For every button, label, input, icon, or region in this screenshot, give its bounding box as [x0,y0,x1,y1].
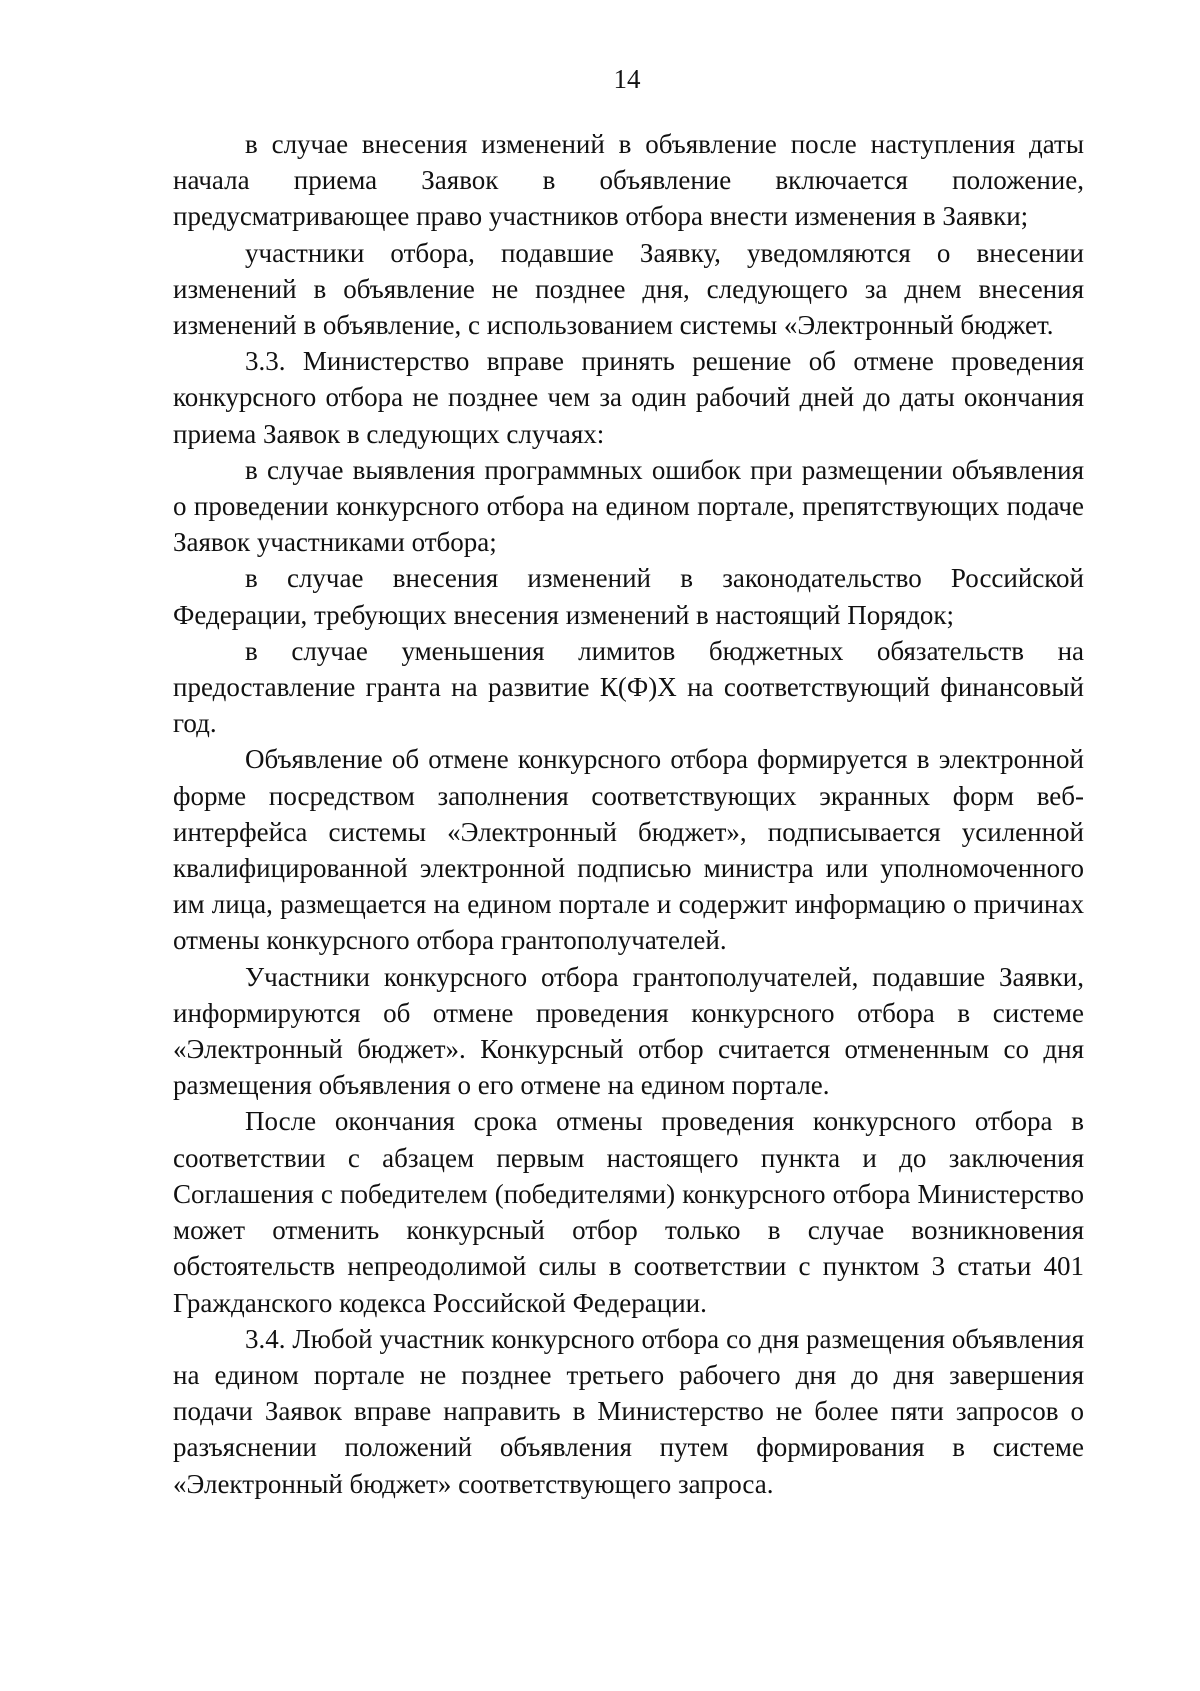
paragraph-9: После окончания срока отмены проведения конкурсного отбора в соответствии с абзацем первым настоящего пункта и до заключения Соглашения с победителем (победителями) конкурсного отбора Министерство может отменить конкурсный отбор только в случае возникновения обстоятельств непреодолимой силы в соответствии с пунктом 3 статьи 401 Гражданского кодекса Российской Федерации. [173,1106,1084,1318]
paragraph-10: 3.4. Любой участник конкурсного отбора со дня размещения объявления на едином портале не позднее третьего рабочего дня до дня завершения подачи Заявок вправе направить в Министерство не более пяти запросов о разъяснении положений объявления путем формирования в системе «Электронный бюджет» соответствующего запроса. [173,1323,1084,1499]
paragraph-6: в случае уменьшения лимитов бюджетных обязательств на предоставление гранта на развитие К(Ф)Х на соответствующий финансовый год. [173,635,1084,739]
document-body [173,126,1084,1502]
paragraph-3: 3.3. Министерство вправе принять решение об отмене проведения конкурсного отбора не позднее чем за один рабочий дней до даты окончания приема Заявок в следующих случаях: [173,346,1084,449]
paragraph-8: Участники конкурсного отбора грантополучателей, подавшие Заявки, информируются об отмене проведения конкурсного отбора в системе «Электронный бюджет». Конкурсный отбор считается отмененным со дня размещения объявления о его отмене на едином портале. [173,961,1084,1101]
paragraph-7: Объявление об отмене конкурсного отбора формируется в электронной форме посредством заполнения соответствующих экранных форм веб-интерфейса системы «Электронный бюджет», подписывается усиленной квалифицированной электронной подписью министра или уполномоченного им лица, размещается на едином портале и содержит информацию о причинах отмены конкурсного отбора грантополучателей. [173,744,1084,956]
paragraph-4: в случае выявления программных ошибок при размещении объявления о проведении конкурсного отбора на едином портале, препятствующих подаче Заявок участниками отбора; [173,454,1084,558]
page-number: 14 [613,64,641,94]
paragraph-1: в случае внесения изменений в объявление после наступления даты начала приема Заявок в объявление включается положение, предусматривающее право участников отбора внести изменения в Заявки; [173,129,1084,232]
paragraph-2: участники отбора, подавшие Заявку, уведомляются о внесении изменений в объявление не позднее дня, следующего за днем внесения изменений в объявление, с использованием системы «Электронный бюджет. [173,237,1084,341]
paragraph-5: в случае внесения изменений в законодательство Российской Федерации, требующих внесения изменений в настоящий Порядок; [173,563,1084,630]
